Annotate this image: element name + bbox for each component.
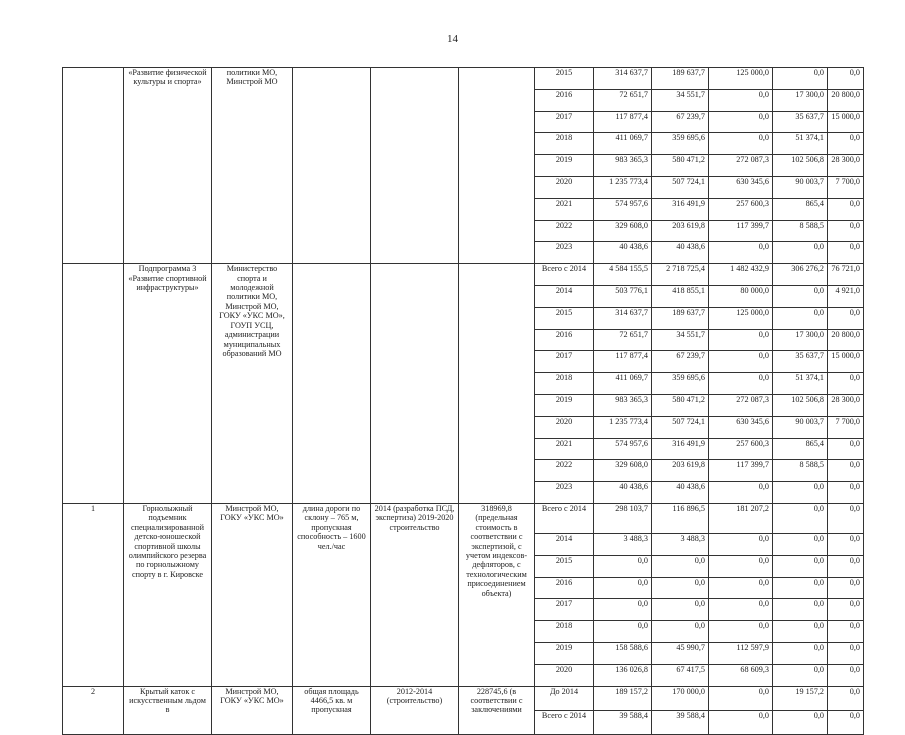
row-number: 2 [63, 686, 124, 734]
budget-federal-cell: 0,0 [709, 482, 773, 504]
budget-other-cell: 0,0 [828, 533, 864, 555]
budget-local-cell: 306 276,2 [773, 264, 828, 286]
budget-federal-cell: 630 345,6 [709, 416, 773, 438]
budget-federal-cell: 630 345,6 [709, 176, 773, 198]
budget-federal-cell: 0,0 [709, 533, 773, 555]
budget-regional-cell: 418 855,1 [652, 285, 709, 307]
budget-other-cell: 4 921,0 [828, 285, 864, 307]
total-cell: 117 877,4 [594, 111, 652, 133]
row-number [63, 264, 124, 504]
year-label: 2019 [535, 642, 594, 664]
total-cell: 39 588,4 [594, 710, 652, 734]
total-cell: 0,0 [594, 555, 652, 577]
total-cell: 158 588,6 [594, 642, 652, 664]
budget-regional-cell: 170 000,0 [652, 686, 709, 710]
budget-local-cell: 8 588,5 [773, 220, 828, 242]
budget-regional-cell: 316 491,9 [652, 198, 709, 220]
total-cell: 40 438,6 [594, 242, 652, 264]
budget-other-cell: 0,0 [828, 664, 864, 686]
year-label: Всего с 2014 [535, 710, 594, 734]
year-label: 2017 [535, 111, 594, 133]
budget-local-cell: 0,0 [773, 68, 828, 90]
year-label: 2016 [535, 329, 594, 351]
budget-regional-cell: 580 471,2 [652, 394, 709, 416]
budget-local-cell: 8 588,5 [773, 460, 828, 482]
budget-other-cell: 7 700,0 [828, 416, 864, 438]
year-label: 2015 [535, 555, 594, 577]
total-cell: 503 776,1 [594, 285, 652, 307]
year-label: 2017 [535, 599, 594, 621]
object-name: Горнолыжный подъемник специализированной детско-юношеской спортивной школы олимпийского резерва по горнолыжному спорту в г. Кировске [124, 503, 212, 686]
cost [459, 68, 535, 264]
total-cell: 40 438,6 [594, 482, 652, 504]
budget-federal-cell: 0,0 [709, 133, 773, 155]
budget-local-cell: 90 003,7 [773, 416, 828, 438]
budget-federal-cell: 125 000,0 [709, 307, 773, 329]
budget-regional-cell: 203 619,8 [652, 460, 709, 482]
budget-federal-cell: 0,0 [709, 599, 773, 621]
object-name: Подпрограмма 3 «Развитие спортивной инфраструктуры» [124, 264, 212, 504]
budget-regional-cell: 0,0 [652, 555, 709, 577]
budget-other-cell: 15 000,0 [828, 351, 864, 373]
budget-regional-cell: 189 637,7 [652, 68, 709, 90]
budget-regional-cell: 67 239,7 [652, 351, 709, 373]
budget-regional-cell: 203 619,8 [652, 220, 709, 242]
year-label: 2019 [535, 155, 594, 177]
budget-regional-cell: 67 417,5 [652, 664, 709, 686]
year-label: 2023 [535, 482, 594, 504]
budget-federal-cell: 80 000,0 [709, 285, 773, 307]
budget-other-cell: 15 000,0 [828, 111, 864, 133]
total-cell: 411 069,7 [594, 133, 652, 155]
period [371, 68, 459, 264]
year-label: 2019 [535, 394, 594, 416]
budget-local-cell: 35 637,7 [773, 111, 828, 133]
budget-local-cell: 102 506,8 [773, 394, 828, 416]
budget-federal-cell: 0,0 [709, 686, 773, 710]
cost [459, 264, 535, 504]
row-number [63, 68, 124, 264]
budget-regional-cell: 359 695,6 [652, 133, 709, 155]
table-row [63, 68, 864, 90]
budget-other-cell: 0,0 [828, 460, 864, 482]
total-cell: 411 069,7 [594, 373, 652, 395]
table-row [63, 264, 864, 286]
budget-federal-cell: 0,0 [709, 621, 773, 643]
total-cell: 72 651,7 [594, 89, 652, 111]
budget-local-cell: 0,0 [773, 307, 828, 329]
budget-local-cell: 865,4 [773, 438, 828, 460]
budget-regional-cell: 34 551,7 [652, 89, 709, 111]
table-row [63, 503, 864, 533]
budget-federal-cell: 272 087,3 [709, 155, 773, 177]
budget-federal-cell: 272 087,3 [709, 394, 773, 416]
period: 2012-2014 (строительство) [371, 686, 459, 734]
budget-other-cell: 0,0 [828, 686, 864, 710]
budget-federal-cell: 125 000,0 [709, 68, 773, 90]
budget-other-cell: 0,0 [828, 133, 864, 155]
budget-regional-cell: 2 718 725,4 [652, 264, 709, 286]
budget-federal-cell: 117 399,7 [709, 460, 773, 482]
total-cell: 574 957,6 [594, 198, 652, 220]
budget-regional-cell: 40 438,6 [652, 482, 709, 504]
budget-local-cell: 0,0 [773, 555, 828, 577]
budget-local-cell: 17 300,0 [773, 89, 828, 111]
year-label: 2016 [535, 89, 594, 111]
capacity [293, 264, 371, 504]
row-number: 1 [63, 503, 124, 686]
budget-federal-cell: 257 600,3 [709, 438, 773, 460]
year-label: 2022 [535, 220, 594, 242]
budget-federal-cell: 0,0 [709, 577, 773, 599]
budget-other-cell: 0,0 [828, 599, 864, 621]
budget-other-cell: 28 300,0 [828, 155, 864, 177]
budget-federal-cell: 0,0 [709, 329, 773, 351]
budget-local-cell: 0,0 [773, 503, 828, 533]
budget-regional-cell: 189 637,7 [652, 307, 709, 329]
object-name: «Развитие физической культуры и спорта» [124, 68, 212, 264]
budget-federal-cell: 112 597,9 [709, 642, 773, 664]
budget-regional-cell: 0,0 [652, 621, 709, 643]
year-label: Всего с 2014 [535, 264, 594, 286]
budget-local-cell: 0,0 [773, 482, 828, 504]
budget-federal-cell: 0,0 [709, 242, 773, 264]
budget-local-cell: 0,0 [773, 664, 828, 686]
budget-regional-cell: 3 488,3 [652, 533, 709, 555]
budget-other-cell: 0,0 [828, 482, 864, 504]
budget-regional-cell: 34 551,7 [652, 329, 709, 351]
total-cell: 117 877,4 [594, 351, 652, 373]
budget-federal-cell: 68 609,3 [709, 664, 773, 686]
year-label: 2015 [535, 307, 594, 329]
budget-other-cell: 0,0 [828, 373, 864, 395]
budget-regional-cell: 316 491,9 [652, 438, 709, 460]
cost: 228745,6 (в соответствии с заключениями [459, 686, 535, 734]
budget-local-cell: 0,0 [773, 642, 828, 664]
budget-regional-cell: 67 239,7 [652, 111, 709, 133]
budget-other-cell: 0,0 [828, 68, 864, 90]
budget-regional-cell: 507 724,1 [652, 416, 709, 438]
budget-federal-cell: 0,0 [709, 89, 773, 111]
object-name: Крытый каток с искусственным льдом в [124, 686, 212, 734]
budget-federal-cell: 117 399,7 [709, 220, 773, 242]
budget-other-cell: 0,0 [828, 710, 864, 734]
budget-regional-cell: 359 695,6 [652, 373, 709, 395]
year-label: 2018 [535, 621, 594, 643]
year-label: 2020 [535, 176, 594, 198]
capacity: длина дороги по склону – 765 м, пропускная способность – 1600 чел./час [293, 503, 371, 686]
year-label: 2018 [535, 133, 594, 155]
total-cell: 0,0 [594, 577, 652, 599]
year-label: 2023 [535, 242, 594, 264]
budget-local-cell: 19 157,2 [773, 686, 828, 710]
year-label: 2020 [535, 416, 594, 438]
budget-regional-cell: 40 438,6 [652, 242, 709, 264]
budget-local-cell: 0,0 [773, 533, 828, 555]
budget-table [62, 67, 864, 735]
period [371, 264, 459, 504]
budget-local-cell: 35 637,7 [773, 351, 828, 373]
budget-local-cell: 865,4 [773, 198, 828, 220]
budget-other-cell: 7 700,0 [828, 176, 864, 198]
budget-local-cell: 102 506,8 [773, 155, 828, 177]
total-cell: 0,0 [594, 599, 652, 621]
year-label: 2016 [535, 577, 594, 599]
total-cell: 72 651,7 [594, 329, 652, 351]
budget-regional-cell: 580 471,2 [652, 155, 709, 177]
budget-federal-cell: 257 600,3 [709, 198, 773, 220]
budget-other-cell: 0,0 [828, 642, 864, 664]
budget-federal-cell: 181 207,2 [709, 503, 773, 533]
total-cell: 3 488,3 [594, 533, 652, 555]
budget-local-cell: 0,0 [773, 285, 828, 307]
budget-local-cell: 51 374,1 [773, 373, 828, 395]
budget-other-cell: 20 800,0 [828, 329, 864, 351]
budget-local-cell: 0,0 [773, 621, 828, 643]
budget-federal-cell: 0,0 [709, 555, 773, 577]
total-cell: 314 637,7 [594, 68, 652, 90]
budget-regional-cell: 507 724,1 [652, 176, 709, 198]
executor: политики МО, Минстрой МО [212, 68, 293, 264]
executor: Минстрой МО, ГОКУ «УКС МО» [212, 503, 293, 686]
total-cell: 298 103,7 [594, 503, 652, 533]
year-label: Всего с 2014 [535, 503, 594, 533]
capacity: общая площадь 4466,5 кв. м пропускная [293, 686, 371, 734]
budget-regional-cell: 39 588,4 [652, 710, 709, 734]
year-label: 2021 [535, 198, 594, 220]
total-cell: 0,0 [594, 621, 652, 643]
year-label: 2018 [535, 373, 594, 395]
budget-other-cell: 28 300,0 [828, 394, 864, 416]
budget-federal-cell: 0,0 [709, 710, 773, 734]
budget-local-cell: 0,0 [773, 242, 828, 264]
budget-regional-cell: 116 896,5 [652, 503, 709, 533]
budget-other-cell: 20 800,0 [828, 89, 864, 111]
budget-regional-cell: 0,0 [652, 599, 709, 621]
budget-other-cell: 0,0 [828, 307, 864, 329]
total-cell: 983 365,3 [594, 394, 652, 416]
executor: Министерство спорта и молодежной политики МО, Минстрой МО, ГОКУ «УКС МО», ГОУП УСЦ, администрации муниципальных образований МО [212, 264, 293, 504]
budget-local-cell: 0,0 [773, 577, 828, 599]
table-row [63, 686, 864, 710]
page-number: 14 [447, 33, 458, 45]
year-label: 2021 [535, 438, 594, 460]
budget-regional-cell: 45 990,7 [652, 642, 709, 664]
total-cell: 4 584 155,5 [594, 264, 652, 286]
total-cell: 1 235 773,4 [594, 416, 652, 438]
year-label: 2014 [535, 285, 594, 307]
year-label: До 2014 [535, 686, 594, 710]
budget-federal-cell: 0,0 [709, 373, 773, 395]
year-label: 2017 [535, 351, 594, 373]
year-label: 2015 [535, 68, 594, 90]
budget-other-cell: 0,0 [828, 577, 864, 599]
total-cell: 189 157,2 [594, 686, 652, 710]
total-cell: 983 365,3 [594, 155, 652, 177]
budget-local-cell: 90 003,7 [773, 176, 828, 198]
budget-other-cell: 0,0 [828, 555, 864, 577]
executor: Минстрой МО, ГОКУ «УКС МО» [212, 686, 293, 734]
budget-other-cell: 0,0 [828, 438, 864, 460]
budget-regional-cell: 0,0 [652, 577, 709, 599]
total-cell: 329 608,0 [594, 220, 652, 242]
budget-local-cell: 51 374,1 [773, 133, 828, 155]
year-label: 2014 [535, 533, 594, 555]
budget-other-cell: 0,0 [828, 621, 864, 643]
budget-local-cell: 17 300,0 [773, 329, 828, 351]
total-cell: 1 235 773,4 [594, 176, 652, 198]
capacity [293, 68, 371, 264]
budget-local-cell: 0,0 [773, 710, 828, 734]
budget-other-cell: 76 721,0 [828, 264, 864, 286]
total-cell: 314 637,7 [594, 307, 652, 329]
period: 2014 (разработка ПСД, экспертиза) 2019-2020 строительство [371, 503, 459, 686]
budget-other-cell: 0,0 [828, 242, 864, 264]
budget-federal-cell: 0,0 [709, 111, 773, 133]
total-cell: 136 026,8 [594, 664, 652, 686]
budget-other-cell: 0,0 [828, 220, 864, 242]
budget-other-cell: 0,0 [828, 198, 864, 220]
year-label: 2020 [535, 664, 594, 686]
table-body [63, 68, 864, 735]
budget-local-cell: 0,0 [773, 599, 828, 621]
budget-federal-cell: 0,0 [709, 351, 773, 373]
cost: 318969,8 (предельная стоимость в соответствии с экспертизой, с учетом индексов-дефляторов, с технологическим присоединением объекта) [459, 503, 535, 686]
budget-federal-cell: 1 482 432,9 [709, 264, 773, 286]
budget-other-cell: 0,0 [828, 503, 864, 533]
total-cell: 574 957,6 [594, 438, 652, 460]
year-label: 2022 [535, 460, 594, 482]
total-cell: 329 608,0 [594, 460, 652, 482]
